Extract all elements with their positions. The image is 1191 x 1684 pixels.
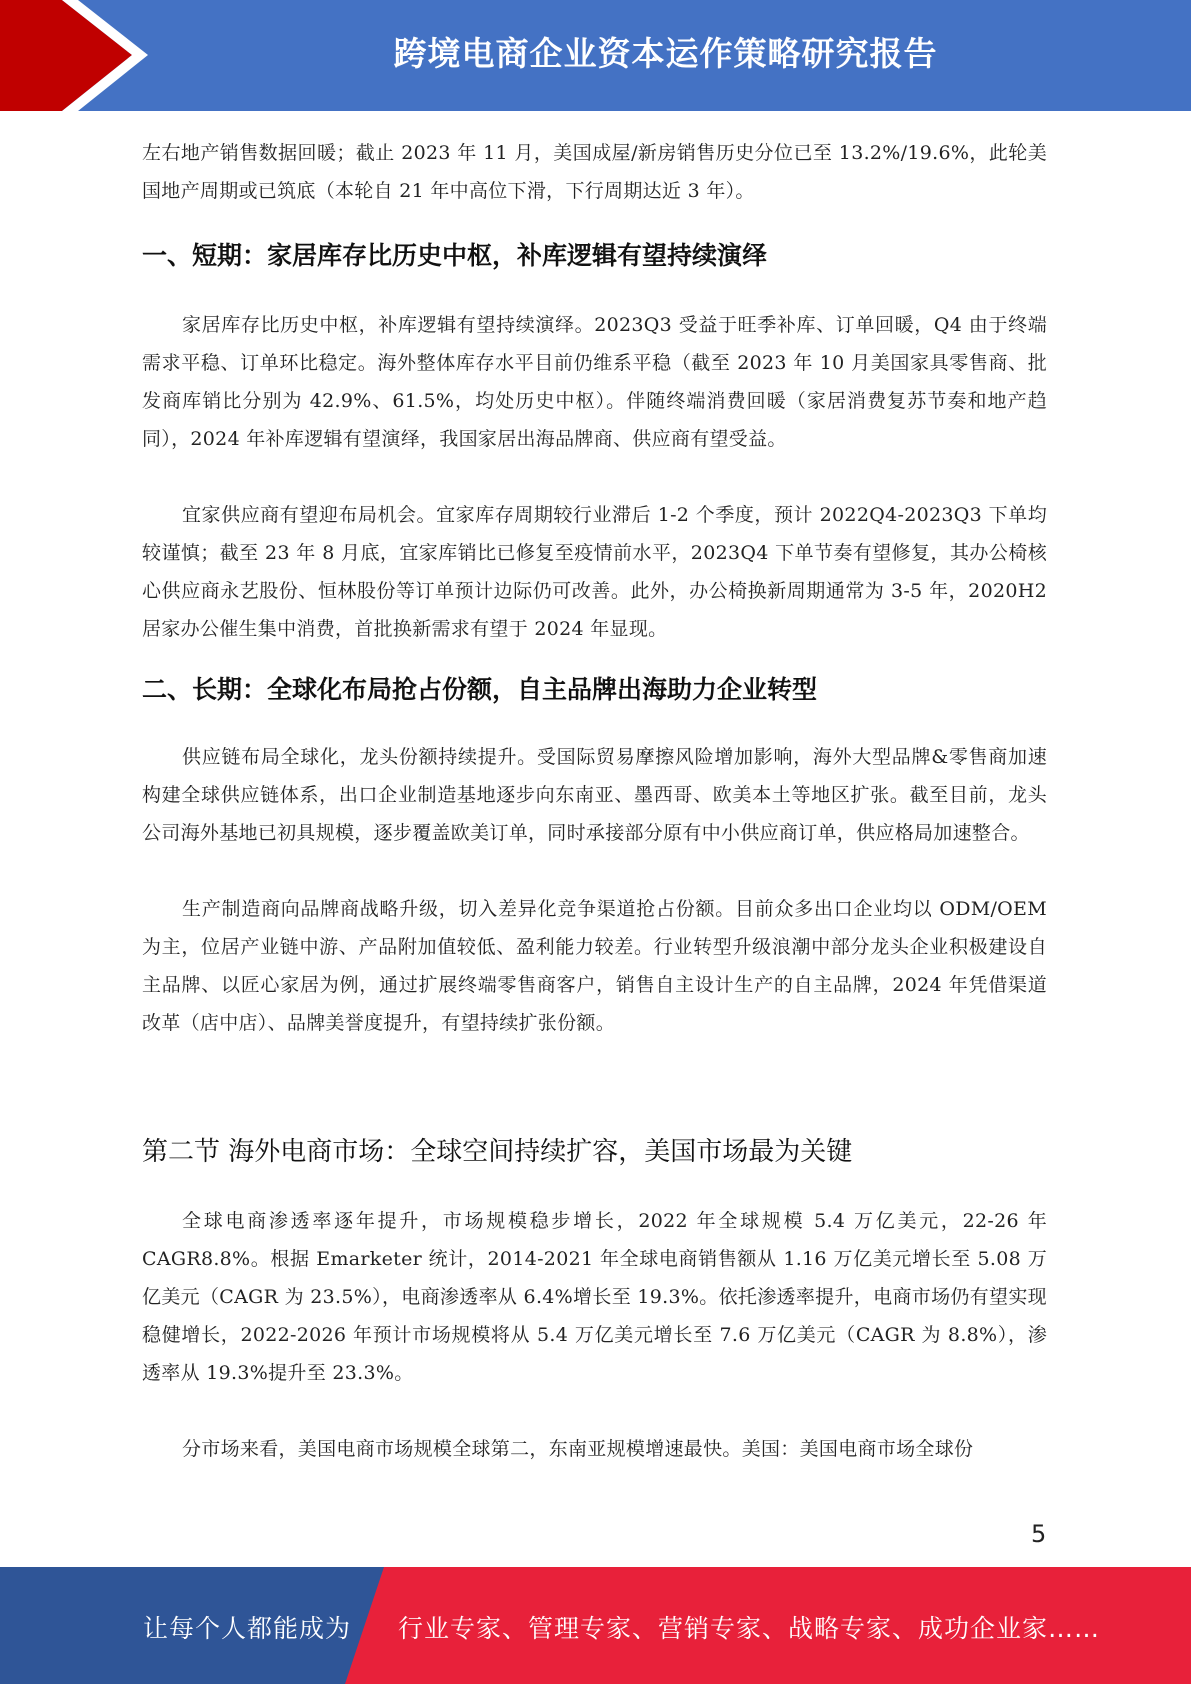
- paragraph-3: 供应链布局全球化，龙头份额持续提升。受国际贸易摩擦风险增加影响，海外大型品牌&零售商加速构建全球供应链体系，出口企业制造基地逐步向东南亚、墨西哥、欧美本土等地区扩张。截至目前，龙头公司海外基地已初具规模，逐步覆盖欧美订单，同时承接部分原有中小供应商订单，供应格局加速整合。: [142, 746, 1047, 844]
- page-number: 5: [1031, 1520, 1047, 1548]
- paragraph-1: 家居库存比历史中枢，补库逻辑有望持续演绎。2023Q3 受益于旺季补库、订单回暖，Q4 由于终端需求平稳、订单环比稳定。海外整体库存水平目前仍维系平稳（截至 2023 年 10 月美国家具零售商、批发商库销比分别为 42.9%、61.5%，均处历史中枢）。伴随终端消费回暖（家居消费复苏节奏和地产趋同），2024 年补库逻辑有望演绎，我国家居出海品牌商、供应商有望受益。: [142, 314, 1047, 450]
- heading-short-term: 一、短期：家居库存比历史中枢，补库逻辑有望持续演绎: [142, 241, 768, 270]
- page-footer: [0, 1567, 1191, 1684]
- heading-long-term: 二、长期：全球化布局抢占份额，自主品牌出海助力企业转型: [142, 675, 818, 704]
- paragraph-6: 分市场来看，美国电商市场规模全球第二，东南亚规模增速最快。美国：美国电商市场全球份: [182, 1438, 974, 1460]
- footer-slogan-right: 行业专家、管理专家、营销专家、战略专家、成功企业家……: [398, 1614, 1101, 1643]
- main-content: [142, 134, 1047, 1468]
- section-title: 第二节 海外电商市场：全球空间持续扩容，美国市场最为关键: [142, 1137, 853, 1167]
- report-title: 跨境电商企业资本运作策略研究报告: [393, 34, 938, 73]
- paragraph-5: 全球电商渗透率逐年提升，市场规模稳步增长，2022 年全球规模 5.4 万亿美元，22-26 年 CAGR8.8%。根据 Emarketer 统计，2014-2021 年全球电商销售额从 1.16 万亿美元增长至 5.08 万亿美元（CAGR 为 23.5%），电商渗透率从 6.4%增长至 19.3%。依托渗透率提升，电商市场仍有望实现稳健增长，2022-2026 年预计市场规模将从 5.4 万亿美元增长至 7.6 万亿美元（CAGR 为 8.8%），渗透率从 19.3%提升至 23.3%。: [142, 1210, 1047, 1384]
- paragraph-2: 宜家供应商有望迎布局机会。宜家库存周期较行业滞后 1-2 个季度，预计 2022Q4-2023Q3 下单均较谨慎；截至 23 年 8 月底，宜家库销比已修复至疫情前水平，2023Q4 下单节奏有望修复，其办公椅核心供应商永艺股份、恒林股份等订单预计边际仍可改善。此外，办公椅换新周期通常为 3-5 年，2020H2 居家办公催生集中消费，首批换新需求有望于 2024 年显现。: [142, 504, 1047, 640]
- paragraph-4: 生产制造商向品牌商战略升级，切入差异化竞争渠道抢占份额。目前众多出口企业均以 ODM/OEM 为主，位居产业链中游、产品附加值较低、盈利能力较差。行业转型升级浪潮中部分龙头企业积极建设自主品牌、以匠心家居为例，通过扩展终端零售商客户，销售自主设计生产的自主品牌，2024 年凭借渠道改革（店中店）、品牌美誉度提升，有望持续扩张份额。: [142, 898, 1047, 1034]
- page-header: [0, 0, 1191, 111]
- paragraph-0: 左右地产销售数据回暖；截止 2023 年 11 月，美国成屋/新房销售历史分位已至 13.2%/19.6%，此轮美国地产周期或已筑底（本轮自 21 年中高位下滑，下行周期达近 3 年）。: [142, 142, 1047, 202]
- footer-slogan-left: 让每个人都能成为: [143, 1614, 352, 1643]
